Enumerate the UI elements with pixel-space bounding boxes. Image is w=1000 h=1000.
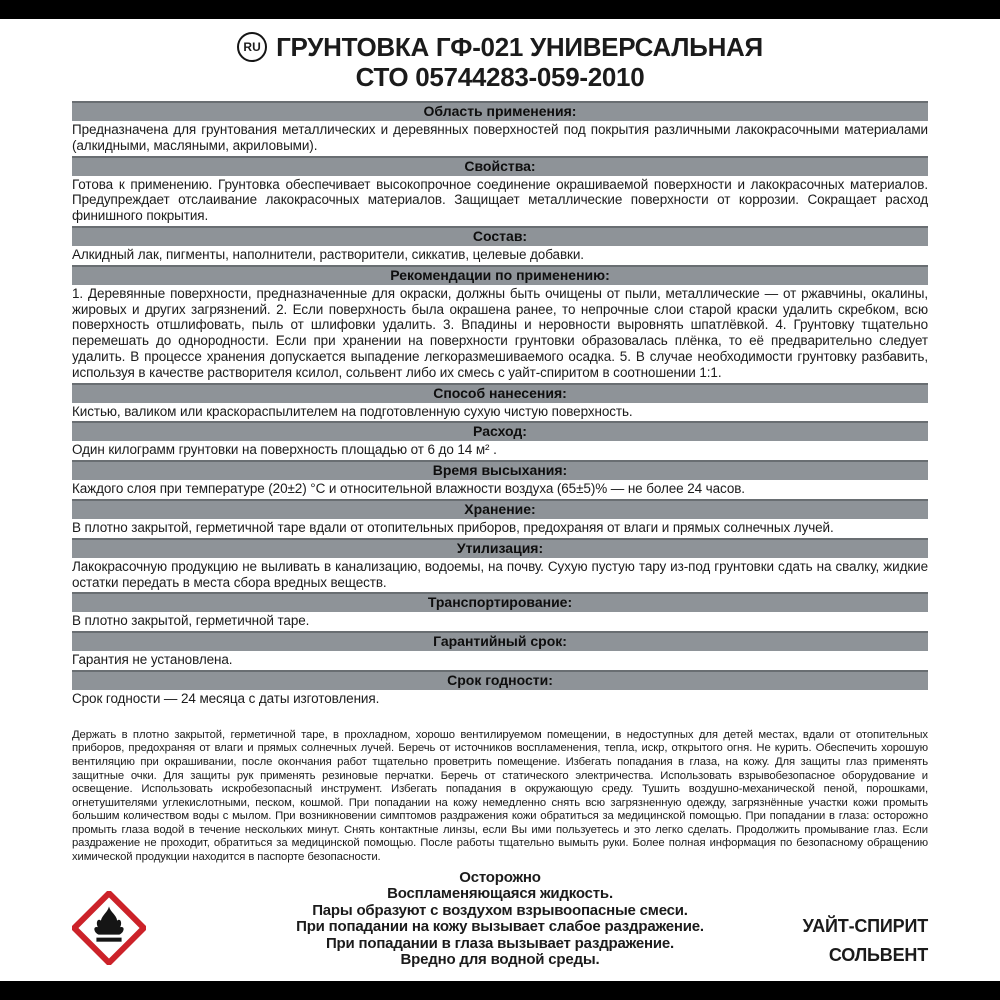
- section-consumption: [72, 421, 928, 458]
- section-heading: Транспортирование:: [72, 592, 928, 612]
- section-application: [72, 101, 928, 154]
- section-warranty: [72, 631, 928, 668]
- warning-line: Воспламеняющаяся жидкость.: [387, 885, 613, 903]
- section-body: Срок годности — 24 месяца с даты изготовления.: [72, 690, 380, 706]
- section-heading: Гарантийный срок:: [72, 631, 928, 651]
- section-heading: Состав:: [72, 226, 928, 246]
- section-body: Лакокрасочную продукцию не выливать в канализацию, водоемы, на почву. Сухую пустую тару из-под грунтовки сдать на свалку, жидкие остатки передать в места сбора вредных веществ.: [72, 558, 928, 590]
- section-heading: Срок годности:: [72, 670, 928, 690]
- section-recommendations: [72, 265, 928, 381]
- section-body: В плотно закрытой, герметичной таре вдали от отопительных приборов, предохраняя от влаги и прямых солнечных лучей.: [72, 519, 834, 535]
- warning-line: Вредно для водной среды.: [400, 951, 600, 969]
- section-body: Алкидный лак, пигменты, наполнители, растворители, сиккатив, целевые добавки.: [72, 246, 584, 262]
- section-heading: Область применения:: [72, 101, 928, 121]
- section-heading: Хранение:: [72, 499, 928, 519]
- top-black-bar: [0, 0, 1000, 19]
- section-heading: Свойства:: [72, 156, 928, 176]
- label-title: [0, 32, 1000, 92]
- section-composition: [72, 226, 928, 263]
- section-body: Гарантия не установлена.: [72, 652, 233, 668]
- section-transportation: [72, 592, 928, 629]
- section-heading: Расход:: [72, 421, 928, 441]
- section-body: 1. Деревянные поверхности, предназначенные для окраски, должны быть очищены от пыли, металлические — от ржавчины, окалины, жировых и других загрязнений. 2. Если поверхность была окрашена ранее, то непрочные слои старой краски удалить скребком, всю поверхность отшлифовать, пыль от шлифовки удалить. 3. Впадины и неровности выровнять шпатлёвкой. 4. Грунтовку тщательно перемешать до однородности. Если при хранении на поверхности грунтовки образовалась плёнка, то её предварительно следует удалить. В процессе хранения допускается выпадение легкоразмешиваемого осадка. 5. В случае необходимости грунтовку разбавить, используя в качестве растворителя ксилол, сольвент либо их смесь с уайт-спиритом в соотношении 1:1.: [72, 285, 928, 380]
- section-heading: Рекомендации по применению:: [72, 265, 928, 285]
- section-heading: Утилизация:: [72, 538, 928, 558]
- sections-list: [72, 101, 928, 707]
- section-drying-time: [72, 460, 928, 497]
- warning-line: Пары образуют с воздухом взрывоопасные смеси.: [312, 901, 688, 919]
- ru-certification-mark: RU: [237, 32, 267, 62]
- section-body: В плотно закрытой, герметичной таре.: [72, 613, 310, 629]
- bottom-black-bar: [0, 981, 1000, 1000]
- section-application-method: [72, 383, 928, 420]
- section-disposal: [72, 538, 928, 591]
- section-heading: Способ нанесения:: [72, 383, 928, 403]
- section-body: Готова к применению. Грунтовка обеспечивает высокопрочное соединение окрашиваемой поверхности и лакокрасочных материалов. Предупреждает отслаивание лакокрасочных материалов. Защищает металлические поверхности от коррозии. Сокращает расход финишного покрытия.: [72, 176, 928, 224]
- section-storage: [72, 499, 928, 536]
- section-heading: Время высыхания:: [72, 460, 928, 480]
- solvent-name: СОЛЬВЕНТ: [828, 945, 928, 965]
- warning-title: Осторожно: [459, 868, 541, 886]
- section-shelf-life: [72, 670, 928, 707]
- section-body: Кистью, валиком или краскораспылителем на подготовленную сухую чистую поверхность.: [72, 403, 633, 419]
- warning-line: При попадании на кожу вызывает слабое раздражение.: [296, 918, 704, 936]
- warning-line: При попадании в глаза вызывает раздражение.: [325, 934, 675, 952]
- ghs02-flame-icon: [72, 891, 146, 965]
- section-properties: [72, 156, 928, 224]
- safety-instructions-paragraph: Держать в плотно закрытой, герметичной таре, в прохладном, хорошо вентилируемом помещении, в недоступных для детей местах, вдали от отопительных приборов, предохраняя от влаги и прямых солнечных лучей. Беречь от источников воспламенения, тепла, искр, открытого огня. Не курить. Обеспечить хорошую вентиляцию при окрашивании, после окончания работ тщательно проветрить помещение. Избегать попадания в глаза, на кожу. Для защиты глаз применять защитные очки. Для защиты рук применять резиновые перчатки. Беречь от статического электричества. Использовать взрывобезопасное оборудование и освещение. Использовать искробезопасный инструмент. Избегать попадания в окружающую среду. Тушить воздушно-механической пеной, порошками, огнетушителями углекислотными, песком, кошмой. При попадании на кожу немедленно снять всю загрязненную одежду, загрязнённые участки кожи промыть большим количеством воды с мылом. При возникновении симптомов раздражения кожи обратиться за медицинской помощью. При попадании в глаза: осторожно промыть глаза водой в течение нескольких минут. Снять контактные линзы, если Вы ими пользуетесь и это легко сделать. Продолжить промывание глаз. Если раздражение не проходит, обратиться за медицинской помощью. После работы тщательно вымыть руки. Более полная информация по безопасному обращению химической продукции находится в паспорте безопасности.: [72, 728, 928, 864]
- section-body: Каждого слоя при температуре (20±2) °С и относительной влажности воздуха (65±5)% — не более 24 часов.: [72, 481, 745, 497]
- section-body: Один килограмм грунтовки на поверхность площадью от 6 до 14 м² .: [72, 442, 497, 458]
- section-body: Предназначена для грунтования металлических и деревянных поверхностей под покрытия различными лакокрасочными материалами (алкидными, масляными, акриловыми).: [72, 122, 928, 153]
- solvent-names: [803, 912, 928, 970]
- solvent-name: УАЙТ-СПИРИТ: [802, 916, 928, 936]
- standard-number: СТО 05744283-059-2010: [355, 62, 645, 92]
- product-name: ГРУНТОВКА ГФ-021 УНИВЕРСАЛЬНАЯ: [276, 32, 763, 62]
